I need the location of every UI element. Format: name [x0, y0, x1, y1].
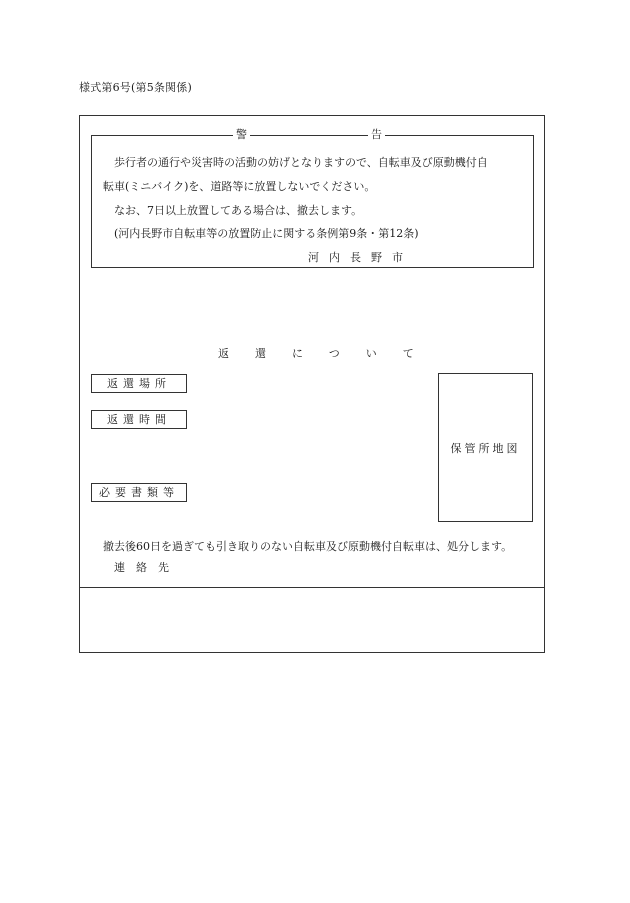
return-place-label: 返還場所 — [91, 374, 187, 393]
warning-line-2: 転車(ミニバイク)を、道路等に放置しないでください。 — [103, 180, 376, 193]
warning-title-rule-middle — [254, 135, 366, 136]
warning-title-rule-left — [91, 135, 231, 136]
warning-title-left: 警 — [233, 127, 250, 143]
disposal-notice: 撤去後60日を過ぎても引き取りのない自転車及び原動機付自転車は、処分します。 — [103, 540, 513, 553]
return-time-label: 返還時間 — [91, 410, 187, 429]
required-documents-label: 必要書類等 — [91, 483, 187, 502]
warning-line-1: 歩行者の通行や災害時の活動の妨げとなりますので、自転車及び原動機付自 — [114, 156, 488, 169]
warning-line-3: なお、7日以上放置してある場合は、撤去します。 — [114, 204, 363, 217]
bottom-divider — [79, 587, 545, 588]
contact-label: 連絡先 — [114, 561, 180, 574]
storage-map-label: 保管所地図 — [450, 442, 521, 455]
warning-line-4: (河内長野市自転車等の放置防止に関する条例第9条・第12条) — [114, 227, 419, 240]
form-number: 様式第6号(第5条関係) — [79, 81, 192, 94]
warning-signature: 河内長野市 — [308, 251, 413, 264]
warning-title-right: 告 — [368, 127, 385, 143]
return-heading: 返還について — [218, 347, 440, 360]
storage-map-box — [438, 373, 533, 522]
warning-title-rule-right — [389, 135, 534, 136]
